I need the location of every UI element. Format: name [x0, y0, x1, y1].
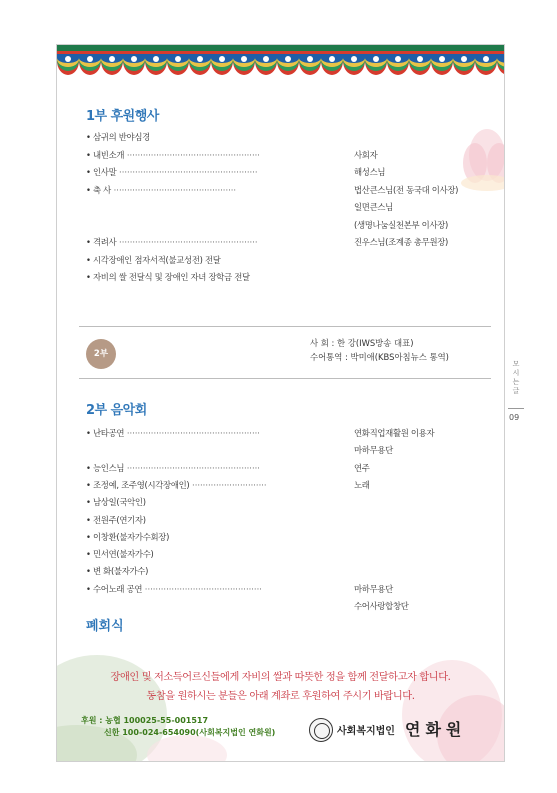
leader-dots: ·················································· [124, 462, 260, 473]
program-item-detail: 마하무용단 [354, 583, 393, 594]
program-item-detail: 연주 [354, 462, 370, 473]
organization-type: 사회복지법인 [337, 726, 395, 737]
program-item [86, 514, 146, 526]
bullet-icon: • [86, 566, 94, 577]
program-item-detail: 수어사랑합창단 [354, 601, 409, 611]
bullet-icon: • [86, 272, 94, 282]
bullet-icon: • [86, 237, 94, 247]
program-item-label: 자비의 쌀 전달식 및 장애인 자녀 장학금 전달 [93, 272, 250, 282]
program-item-detail: 노래 [354, 479, 370, 490]
bullet-icon: • [86, 514, 94, 525]
program-item-label: 격려사 [93, 237, 117, 247]
bullet-icon: • [86, 549, 94, 560]
program-item-detail: (생명나눔실천본부 이사장) [354, 219, 448, 230]
bullet-icon: • [86, 531, 94, 542]
program-item [86, 131, 150, 143]
program-item-detail: 해성스님 [354, 167, 386, 177]
closing-title: 폐회식 [86, 619, 124, 634]
program-item-label: 조정예, 조주영(시각장애인) [93, 479, 190, 490]
program-item-label: 축 사 [93, 184, 111, 195]
program-item-label: 시각장애인 점자서적(불교성전) 전달 [93, 254, 221, 265]
program-item-label: 인사말 [93, 167, 117, 177]
program-item-label: 전원주(연기자) [93, 514, 146, 525]
bullet-icon: • [86, 167, 94, 177]
leader-dots: ···························· [189, 479, 267, 490]
program-item-label: 난타공연 [93, 428, 125, 438]
program-item-label: 삼귀의 반야심경 [93, 132, 150, 142]
donation-message-line1: 장애인 및 저소득어르신들에게 자비의 쌀과 따뜻한 정을 함께 전달하고자 합니다. [110, 672, 451, 683]
leader-dots: ···················································· [116, 167, 258, 177]
lotus-flower-decoration [457, 105, 505, 195]
leader-dots: ·················································· [124, 149, 260, 160]
program-item [86, 462, 260, 474]
leader-dots: ············································ [142, 583, 262, 594]
program-item [86, 583, 262, 595]
program-item [86, 184, 236, 196]
part2-badge: 2부 [86, 339, 116, 369]
sign-language-info: 수어통역 : 박미애(KBS아침뉴스 통역) [310, 352, 449, 362]
page-number: 09 [509, 413, 520, 422]
program-item-detail: 진우스님(조계종 총무원장) [354, 237, 448, 247]
bullet-icon: • [86, 428, 94, 438]
program-item-label: 내빈소개 [93, 149, 125, 160]
sponsor-account-2: 신한 100-024-654090(사회복지법인 연화원) [104, 728, 276, 737]
bullet-icon: • [86, 497, 94, 508]
program-item-detail: 법산큰스님(전 동국대 이사장) [354, 184, 459, 195]
mc-info: 사 회 : 한 강(IWS방송 대표) [310, 338, 414, 348]
bullet-icon: • [86, 254, 94, 265]
leader-dots: ·················································· [124, 428, 260, 438]
program-item [86, 565, 148, 577]
program-item-label: 이창환(불자가수회장) [93, 531, 170, 542]
program-item [86, 236, 258, 248]
side-section-label: 모시는글 [512, 360, 520, 395]
part2-title: 2부 음악회 [86, 403, 147, 418]
program-item [86, 166, 258, 178]
program-item-detail: 일면큰스님 [354, 202, 393, 212]
bullet-icon: • [86, 184, 94, 195]
dancheong-border-decoration [57, 45, 504, 83]
program-item [86, 496, 146, 508]
organization-name: 연화원 [405, 720, 467, 739]
program-item-label: 능인스님 [93, 462, 125, 473]
program-item [86, 479, 267, 491]
program-item [86, 149, 260, 161]
program-item-detail: 사회자 [354, 149, 378, 160]
donation-message-line2: 동참을 원하시는 분들은 아래 계좌로 후원하여 주시기 바랍니다. [146, 691, 415, 702]
bullet-icon: • [86, 462, 94, 473]
leader-dots: ···················································· [116, 237, 258, 247]
program-item-label: 남상일(국악인) [93, 497, 146, 508]
program-item-label: 변 화(불자가수) [93, 566, 149, 577]
program-item [86, 254, 221, 266]
program-item-detail: 연화직업재활원 이용자 [354, 428, 435, 438]
divider-top [79, 326, 491, 327]
bullet-icon: • [86, 479, 94, 490]
program-item [86, 427, 260, 439]
side-divider [508, 408, 524, 409]
organization-seal-icon [309, 718, 333, 742]
bullet-icon: • [86, 132, 94, 142]
bullet-icon: • [86, 583, 94, 594]
divider-bottom [79, 378, 491, 379]
program-item-label: 수어노래 공연 [93, 583, 143, 594]
program-item-label: 민서연(불자가수) [93, 549, 154, 560]
program-item-detail: 마하무용단 [354, 445, 393, 456]
program-item [86, 271, 250, 283]
invitation-page [56, 44, 505, 762]
program-item [86, 548, 153, 560]
bullet-icon: • [86, 149, 94, 160]
leader-dots: ·············································· [110, 184, 237, 195]
part1-title: 1부 후원행사 [86, 109, 159, 124]
sponsor-account-1: 후원 : 농협 100025-55-001517 [81, 716, 209, 725]
program-item [86, 531, 169, 543]
